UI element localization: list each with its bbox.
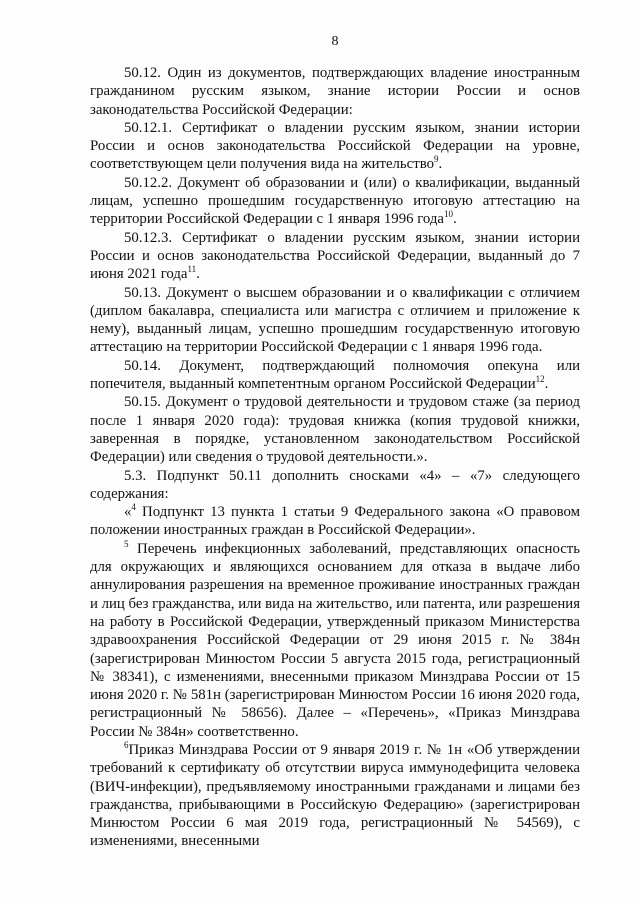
footnote-6: $^6$Приказ Минздрава России от 9 января 2019 г. № 1н «Об утверждении требований к сертификату об отсутствии вируса иммунодефицита человека (ВИЧ-инфекции), предъявляемому иностранными гражданами и лицами без гражданства, прибывающими в Российскую Федерацию» (зарегистрирован Минюстом России 6 мая 2019 года, регистрационный № 54569), с изменениями, внесенными <box>90 740 580 850</box>
main-text <box>90 64 580 851</box>
paragraph-50-15: 50.15. Документ о трудовой деятельности и трудовом стаже (за период после 1 января 2020 года): трудовая книжка (копия трудовой книжки, заверенная в порядке, установленном законодательством Российской Федерации) или сведения о трудовой деятельности.». <box>90 394 580 466</box>
paragraph-50-14: 50.14. Документ, подтверждающий полномочия опекуна или попечителя, выданный компетентным органом Российской Федерации$^{12}$. <box>90 357 580 393</box>
footnote-mark: 5 <box>124 538 129 549</box>
paragraph-50-12-3: 50.12.3. Сертификат о владении русским языком, знании истории России и основ законодательства Российской Федерации, выданный до 7 июня 2021 года$^{11}$. <box>90 229 580 283</box>
page-number: 8 <box>331 34 339 49</box>
footnote-4: «$^4$ Подпункт 13 пункта 1 статьи 9 Федерального закона «О правовом положении иностранных граждан в Российской Федерации». <box>90 502 580 539</box>
paragraph-50-12-2: 50.12.2. Документ об образовании и (или) о квалификации, выданный лицам, успешно прошедшим государственную итоговую аттестацию на территории Российской Федерации с 1 января 1996 года$^{10}$. <box>90 174 580 228</box>
footnote-5: $^5$ Перечень инфекционных заболеваний, представляющих опасность для окружающих и являющихся основанием для отказа в выдаче либо аннулирования разрешения на временное проживание иностранных граждан и лиц без гражданства, или вида на жительство, или патента, или разрешения на работу в Российской Федерации, утвержденный приказом Министерства здравоохранения Российской Федерации от 29 июня 2015 г. № 384н (зарегистрирован Минюстом России 5 августа 2015 года, регистрационный № 38341), с изменениями, внесенными приказом Минздрава России от 15 июня 2020 г. № 581н (зарегистрирован Минюстом России 16 июня 2020 года, регистрационный № 58656). Далее – «Перечень», «Приказ Минздрава России № 384н» соответственно. <box>90 538 580 740</box>
paragraph-50-13: 50.13. Документ о высшем образовании и о квалификации с отличием (диплом бакалавра, специалиста или магистра с отличием и приложение к нему), выданный лицам, успешно прошедшим государственную итоговую аттестацию на территории Российской Федерации с 1 января 1996 года. <box>90 284 580 356</box>
footnote-ref: 11 <box>187 264 197 275</box>
footnote-ref: 10 <box>443 209 453 220</box>
footnote-ref: 12 <box>535 374 545 385</box>
paragraph-50-12-1: 50.12.1. Сертификат о владении русским языком, знании истории России и основ законодательства Российской Федерации на уровне, соответствующем цели получения вида на жительство$^9$. <box>90 119 580 173</box>
footnote-ref: 9 <box>434 154 439 165</box>
footnote-mark: 6 <box>124 740 129 751</box>
paragraph-5-3: 5.3. Подпункт 50.11 дополнить сносками «4» – «7» следующего содержания: <box>90 467 580 502</box>
paragraph-50-12: 50.12. Один из документов, подтверждающих владение иностранным гражданином русским языком, знание истории России и основ законодательства Российской Федерации: <box>90 65 580 118</box>
footnote-mark: 4 <box>131 502 136 513</box>
